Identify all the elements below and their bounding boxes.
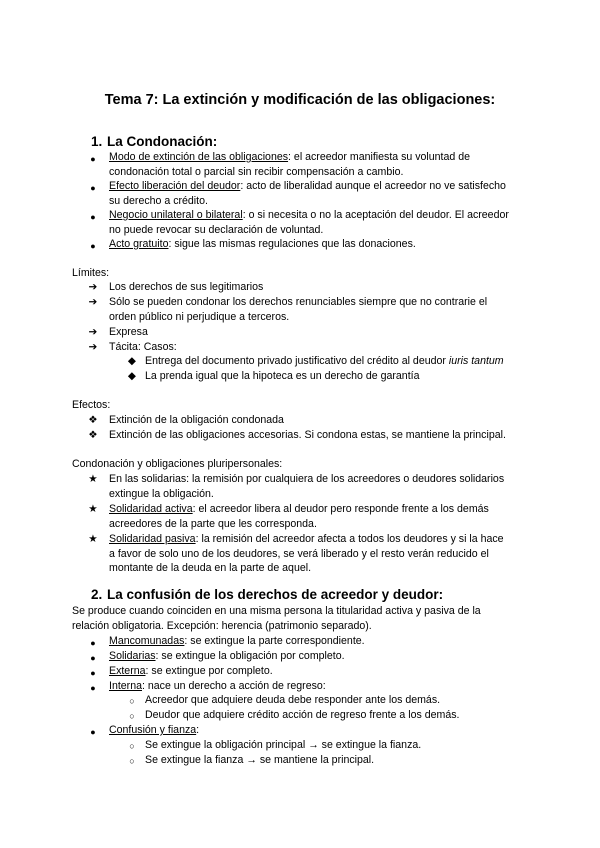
plur-label: Condonación y obligaciones pluripersonales: (72, 458, 283, 470)
cross-diamond-icon: ❖ (88, 414, 98, 426)
list-item (109, 664, 273, 679)
page-title: Tema 7: La extinción y modificación de las obligaciones: (104, 92, 496, 108)
list-item (109, 150, 470, 165)
bullet-icon: ● (90, 668, 96, 678)
diamond-icon: ◆ (127, 370, 137, 382)
bullet-icon: ● (90, 212, 96, 222)
list-item (109, 723, 199, 738)
term: Solidaridad pasiva (109, 533, 196, 545)
section-1-heading (91, 133, 217, 150)
list-item: Los derechos de sus legitimarios (109, 281, 264, 293)
arrow-icon: ➔ (88, 326, 98, 338)
star-icon: ★ (88, 473, 98, 485)
list-item-continuation: su derecho a crédito. (109, 195, 208, 207)
sub-list-item (145, 354, 504, 369)
list-item: Extinción de las obligaciones accesorias. Si condona estas, se mantiene la principal. (109, 429, 506, 441)
definition: : acto de liberalidad aunque el acreedor no ve satisfecho (240, 180, 506, 192)
term: Confusión y fianza (109, 724, 197, 736)
limites-label: Límites: (72, 267, 110, 279)
list-item-continuation: condonación total o parcial sin recibir compensación a cambio. (109, 166, 404, 178)
term: Mancomunadas (109, 635, 185, 647)
list-item (109, 649, 345, 664)
list-item: En las solidarias: la remisión por cualquiera de los acreedores o deudores solidarios (109, 473, 505, 485)
definition: : se extingue la obligación por completo. (155, 650, 345, 662)
list-item (109, 237, 416, 252)
list-item-continuation: montante de la deuda en la parte de aquel. (109, 562, 312, 574)
paragraph: relación obligatoria. Excepción: herencia (patrimonio separado). (72, 620, 372, 632)
definition: : nace un derecho a acción de regreso: (141, 680, 326, 692)
definition: : se extingue por completo. (145, 665, 273, 677)
sub-item-italic: iuris tantum (448, 355, 504, 367)
definition: : la remisión del acreedor afecta a todos los deudores y si la hace (195, 533, 504, 545)
term: Acto gratuito (109, 238, 169, 250)
definition: : se extingue la parte correspondiente. (184, 635, 365, 647)
star-icon: ★ (88, 533, 98, 545)
list-item (109, 208, 509, 223)
definition: : o si necesita o no la aceptación del deudor. El acreedor (242, 209, 509, 221)
list-item: Tácita: Casos: (109, 341, 177, 353)
cross-diamond-icon: ❖ (88, 429, 98, 441)
term: Solidarias (109, 650, 156, 662)
bullet-icon: ● (90, 727, 96, 737)
circle-icon: ○ (129, 711, 135, 721)
bullet-icon: ● (90, 183, 96, 193)
sub-list-item: Acreedor que adquiere deuda debe responder ante los demás. (145, 694, 441, 706)
term: Interna (109, 680, 142, 692)
definition: : el acreedor manifiesta su voluntad de (288, 151, 471, 163)
bullet-icon: ● (90, 653, 96, 663)
list-item: Sólo se pueden condonar los derechos renunciables siempre que no contrarie el (109, 296, 488, 308)
list-item-continuation: a favor de solo uno de los deudores, se verá liberado y el resto verán reducido el (109, 548, 489, 560)
section-1-number: 1. (91, 134, 103, 149)
star-icon: ★ (88, 503, 98, 515)
efectos-label: Efectos: (72, 399, 111, 411)
list-item-continuation: no puede revocar su declaración de voluntad. (109, 224, 324, 236)
list-item (109, 679, 326, 694)
list-item (109, 532, 504, 547)
section-2-title: La confusión de los derechos de acreedor y deudor: (107, 587, 444, 602)
sub-list-item: Deudor que adquiere crédito acción de regreso frente a los demás. (145, 709, 460, 721)
paragraph: Se produce cuando coinciden en una misma persona la titularidad activa y pasiva de la (72, 605, 481, 617)
arrow-icon: ➔ (88, 296, 98, 308)
list-item-continuation: acreedores de la parte que les corresponda. (109, 518, 317, 530)
bullet-icon: ● (90, 638, 96, 648)
list-item (109, 179, 506, 194)
arrow-icon: ➔ (88, 281, 98, 293)
list-item: Extinción de la obligación condonada (109, 414, 284, 426)
term: Efecto liberación del deudor (109, 180, 241, 192)
section-1-title: La Condonación: (107, 134, 218, 149)
term: Negocio unilateral o bilateral (109, 209, 243, 221)
list-item (109, 634, 365, 649)
sub-list-item: La prenda igual que la hipoteca es un derecho de garantía (145, 370, 420, 382)
term: Solidaridad activa (109, 503, 193, 515)
list-item (109, 502, 489, 517)
sub-list-item: Se extingue la obligación principal → se extingue la fianza. (145, 739, 422, 751)
bullet-icon: ● (90, 683, 96, 693)
sub-item-text: Entrega del documento privado justificativo del crédito al deudor (145, 355, 449, 367)
arrow-icon: ➔ (88, 341, 98, 353)
list-item-continuation: orden público ni perjudique a terceros. (109, 311, 290, 323)
bullet-icon: ● (90, 154, 96, 164)
section-2-heading (91, 586, 443, 603)
circle-icon: ○ (129, 696, 135, 706)
term: Externa (109, 665, 146, 677)
circle-icon: ○ (129, 741, 135, 751)
bullet-icon: ● (90, 241, 96, 251)
list-item: Expresa (109, 326, 148, 338)
circle-icon: ○ (129, 756, 135, 766)
definition: : (196, 724, 200, 736)
term: Modo de extinción de las obligaciones (109, 151, 289, 163)
definition: : el acreedor libera al deudor pero responde frente a los demás (192, 503, 489, 515)
diamond-icon: ◆ (127, 355, 137, 367)
list-item-continuation: extingue la obligación. (109, 488, 214, 500)
definition: : sigue las mismas regulaciones que las donaciones. (168, 238, 416, 250)
sub-list-item: Se extingue la fianza → se mantiene la principal. (145, 754, 375, 766)
section-2-number: 2. (91, 587, 103, 602)
